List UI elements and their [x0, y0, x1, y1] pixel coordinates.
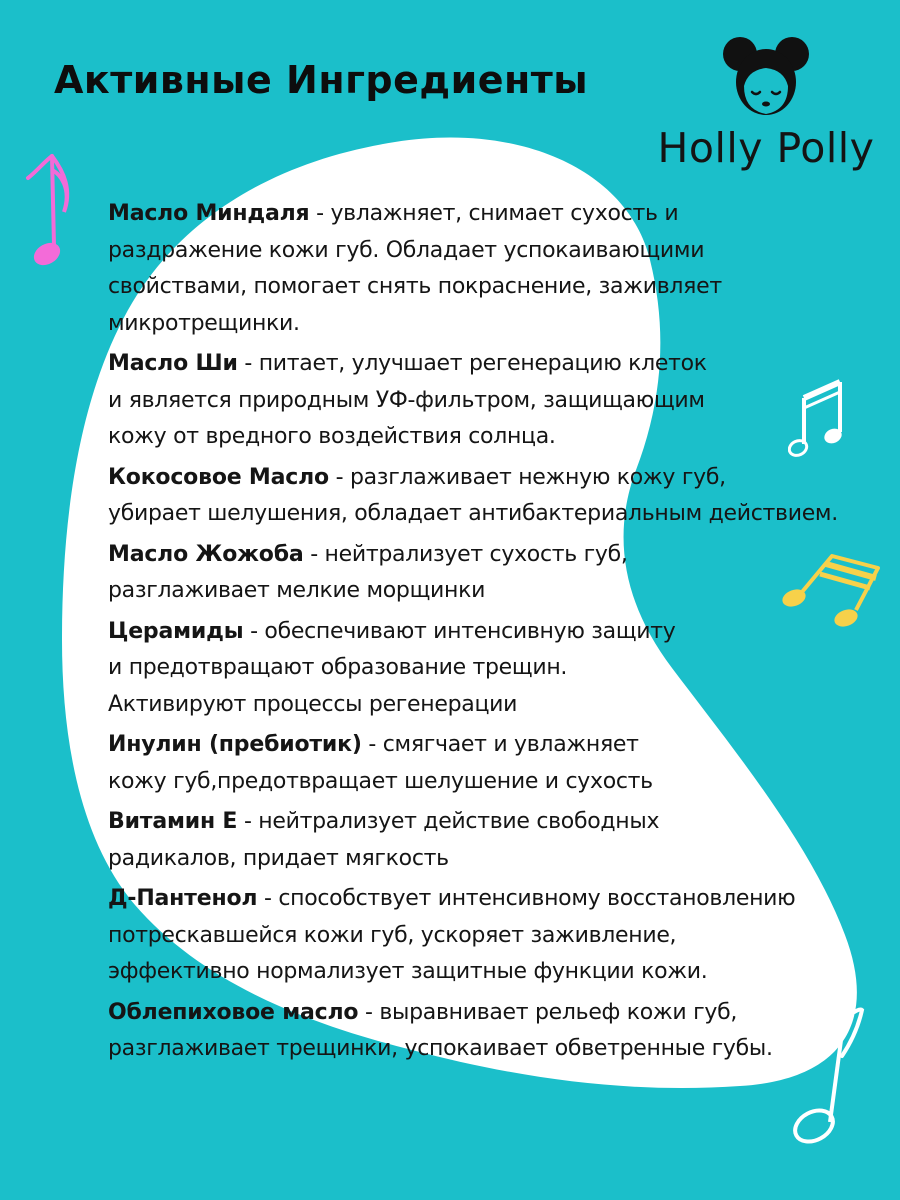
ingredient-desc: - обеспечивают интенсивную защиту	[243, 618, 676, 644]
ingredient-desc-line: и является природным УФ-фильтром, защищающим	[108, 387, 705, 413]
ingredient-desc-line: Активируют процессы регенерации	[108, 691, 518, 717]
ingredient-desc-line: свойствами, помогает снять покраснение, заживляет	[108, 274, 722, 299]
ingredient-desc-line: убирает шелушения, обладает антибактериальным действием.	[108, 501, 838, 526]
page-title: Активные Ингредиенты	[54, 58, 589, 102]
ingredient-desc-line: разглаживает трещинки, успокаивает обветренные губы.	[108, 1036, 773, 1061]
ingredient-name: Масло Жожоба	[108, 541, 304, 567]
ingredient-name: Облепиховое масло	[108, 999, 359, 1025]
ingredient-desc-line: эффективно нормализует защитные функции кожи.	[108, 959, 708, 984]
ingredient-d-panthenol	[108, 881, 818, 991]
music-note-pink-icon	[22, 150, 82, 280]
brand-logo	[650, 36, 882, 181]
ingredient-desc: - питает, улучшает регенерацию клеток	[237, 351, 707, 376]
ingredient-almond-oil	[108, 196, 818, 342]
ingredient-name: Д-Пантенол	[108, 886, 258, 911]
ingredient-desc-line: разглаживает мелкие морщинки	[108, 578, 486, 603]
ingredient-desc: - способствует интенсивному восстановлению	[257, 886, 796, 911]
ingredient-coconut-oil	[108, 460, 838, 533]
ingredient-desc: - увлажняет, снимает сухость и	[309, 201, 679, 226]
ingredient-vitamin-e	[108, 804, 818, 877]
ingredient-name: Кокосовое Масло	[108, 464, 329, 490]
ingredient-inulin	[108, 727, 818, 800]
brand-name: Holly Polly	[657, 124, 875, 172]
ingredient-ceramides	[108, 614, 818, 724]
ingredient-name: Церамиды	[108, 618, 244, 644]
ingredient-desc: - нейтрализует сухость губ,	[303, 541, 628, 567]
ingredient-desc-line: раздражение кожи губ. Обладает успокаивающими	[108, 237, 705, 263]
ingredient-name: Инулин (пребиотик)	[108, 732, 362, 757]
ingredient-desc: - смягчает и увлажняет	[361, 732, 639, 757]
ingredient-desc-line: кожу от вредного воздействия солнца.	[108, 424, 556, 449]
ingredient-name: Масло Миндаля	[108, 201, 310, 226]
ingredient-jojoba-oil	[108, 537, 818, 610]
girl-face-icon	[716, 36, 816, 118]
ingredient-desc-line: потрескавшейся кожи губ, ускоряет заживление,	[108, 922, 677, 948]
ingredients-list	[108, 196, 838, 1072]
ingredient-name: Витамин Е	[108, 809, 238, 834]
ingredient-desc-line: кожу губ,предотвращает шелушение и сухость	[108, 768, 653, 794]
ingredient-desc-line: микротрещинки.	[108, 310, 300, 336]
ingredient-desc: - нейтрализует действие свободных	[237, 809, 660, 834]
ingredient-desc-line: радикалов, придает мягкость	[108, 845, 449, 871]
ingredient-desc: - разглаживает нежную кожу губ,	[328, 464, 726, 490]
ingredient-name: Масло Ши	[108, 351, 238, 376]
ingredient-desc-line: и предотвращают образование трещин.	[108, 655, 568, 680]
ingredient-sea-buckthorn-oil	[108, 995, 818, 1068]
ingredient-shea-butter	[108, 346, 818, 456]
ingredient-desc: - выравнивает рельеф кожи губ,	[358, 999, 738, 1025]
